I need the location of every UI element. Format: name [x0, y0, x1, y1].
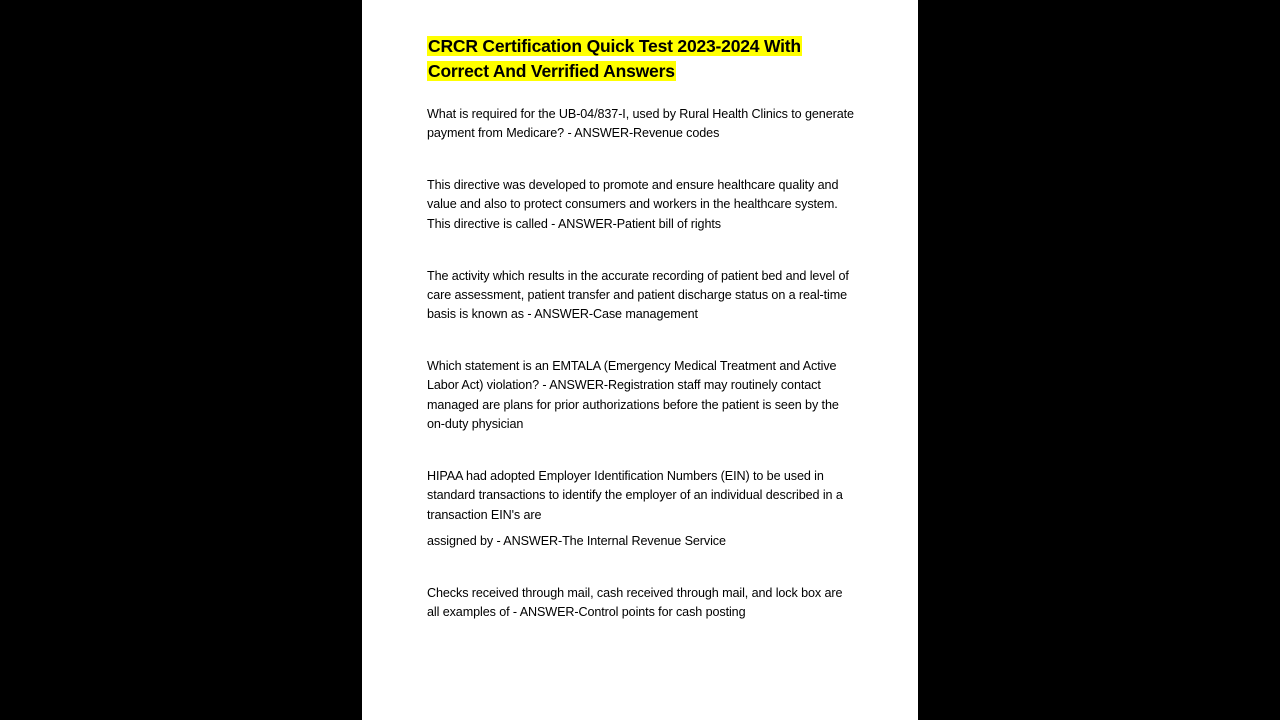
document-page — [362, 0, 918, 720]
qa-item-2: This directive was developed to promote and ensure healthcare quality and value and also to protect consumers and workers in the healthcare system. This directive is called - ANSWER-Patient bill of rights — [427, 178, 839, 231]
qa-item-1: What is required for the UB-04/837-I, used by Rural Health Clinics to generate payment from Medicare? - ANSWER-Revenue codes — [427, 107, 854, 141]
qa-item-4: Which statement is an EMTALA (Emergency Medical Treatment and Active Labor Act) violation? - ANSWER-Registration staff may routinely contact managed are plans for prior authorizations before the patient is seen by the on-duty physician — [427, 359, 839, 432]
document-title — [427, 34, 857, 83]
document-content — [427, 34, 857, 622]
title-highlight: CRCR Certification Quick Test 2023-2024 With Correct And Verrified Answers — [428, 36, 801, 81]
qa-item-5-continued: assigned by - ANSWER-The Internal Revenue Service — [427, 533, 726, 548]
qa-item-5: HIPAA had adopted Employer Identification Numbers (EIN) to be used in standard transactions to identify the employer of an individual described in a transaction EIN's are — [427, 468, 843, 522]
qa-item-3: The activity which results in the accurate recording of patient bed and level of care assessment, patient transfer and patient discharge status on a real-time basis is known as - ANSWER-Case management — [427, 268, 849, 322]
qa-item-6: Checks received through mail, cash received through mail, and lock box are all examples of - ANSWER-Control points for cash posting — [427, 585, 843, 620]
